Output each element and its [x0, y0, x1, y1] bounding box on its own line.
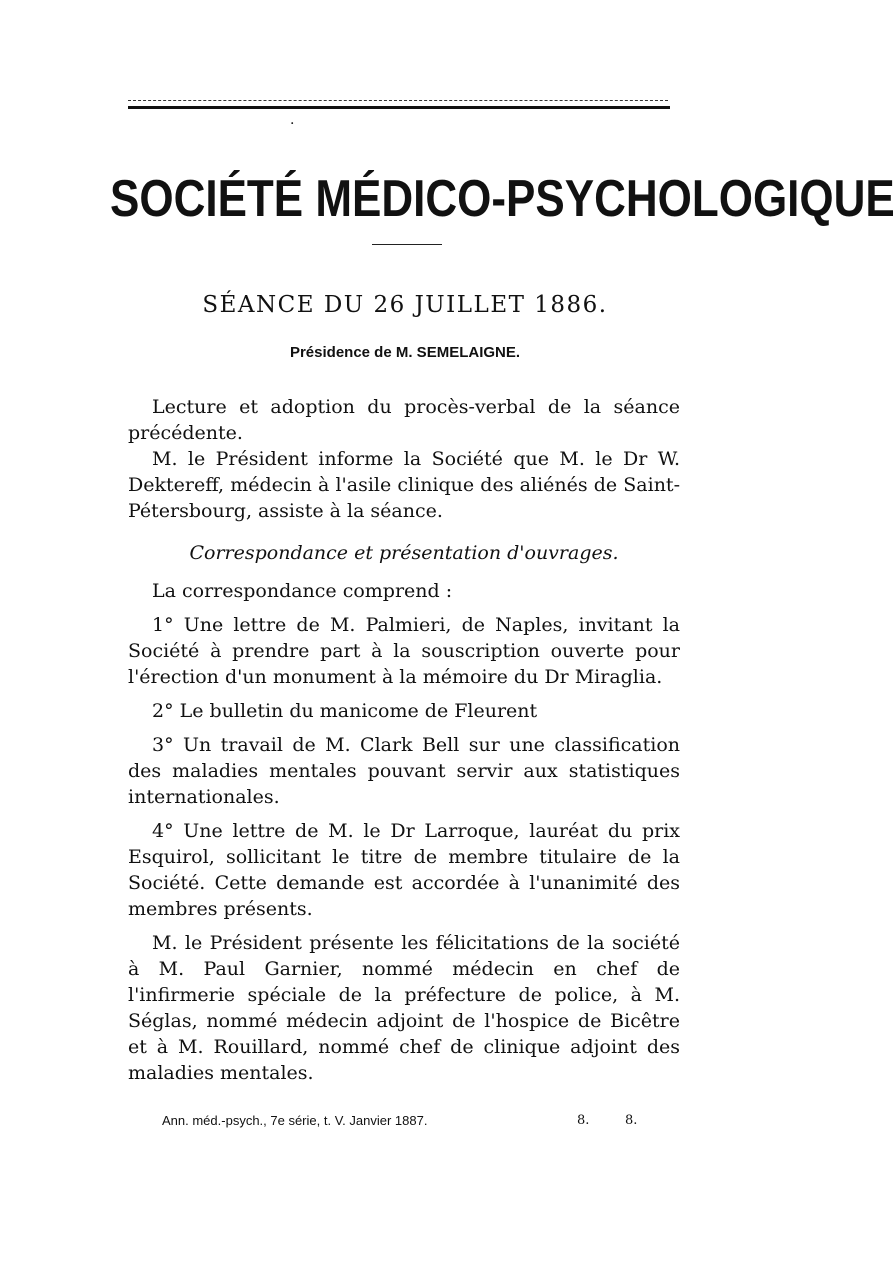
session-heading: SÉANCE DU 26 JUILLET 1886.	[202, 292, 608, 318]
list-item: 2° Le bulletin du manicome de Fleurent	[152, 700, 538, 722]
list-item: 4° Une lettre de M. le Dr Larroque, lauréat du prix Esquirol, sollicitant le titre de membre titulaire de la Société. Cette demande est accordée à l'unanimité des membres présents.	[128, 820, 680, 920]
correspondence-intro: La correspondance comprend :	[152, 580, 453, 602]
page-number: 8.	[625, 1113, 638, 1128]
paragraph-minutes: Lecture et adoption du procès-verbal de la séance précédente.	[128, 396, 680, 444]
top-rule	[128, 106, 670, 109]
signature-mark: 8.	[577, 1113, 590, 1128]
title-divider	[372, 244, 442, 245]
body-text	[128, 394, 680, 1086]
paragraph-president-informs: M. le Président informe la Société que M. le Dr W. Dektereff, médecin à l'asile clinique des aliénés de Saint-Pétersbourg, assiste à la séance.	[128, 448, 680, 522]
publication-reference: Ann. méd.-psych., 7e série, t. V. Janvier 1887.	[162, 1113, 428, 1128]
top-dashed-rule	[128, 100, 668, 101]
list-item: 3° Un travail de M. Clark Bell sur une classification des maladies mentales pouvant servir aux statistiques internationales.	[128, 734, 680, 808]
page-title: SOCIÉTÉ MÉDICO-PSYCHOLOGIQUE	[110, 170, 895, 228]
presidency-line: Présidence de M. SEMELAIGNE.	[289, 344, 521, 361]
ornament-dot: ·	[290, 116, 295, 132]
list-item: 1° Une lettre de M. Palmieri, de Naples, invitant la Société à prendre part à la souscription ouverte pour l'érection d'un monument à la mémoire du Dr Miraglia.	[128, 614, 680, 688]
section-heading: Correspondance et présentation d'ouvrages.	[189, 542, 619, 564]
paragraph-congratulations: M. le Président présente les félicitations de la société à M. Paul Garnier, nommé médecin en chef de l'infirmerie spéciale de la préfecture de police, à M. Séglas, nommé médecin adjoint de l'hospice de Bicêtre et à M. Rouillard, nommé chef de clinique adjoint des maladies mentales.	[128, 932, 680, 1084]
page-footer	[162, 1113, 682, 1129]
